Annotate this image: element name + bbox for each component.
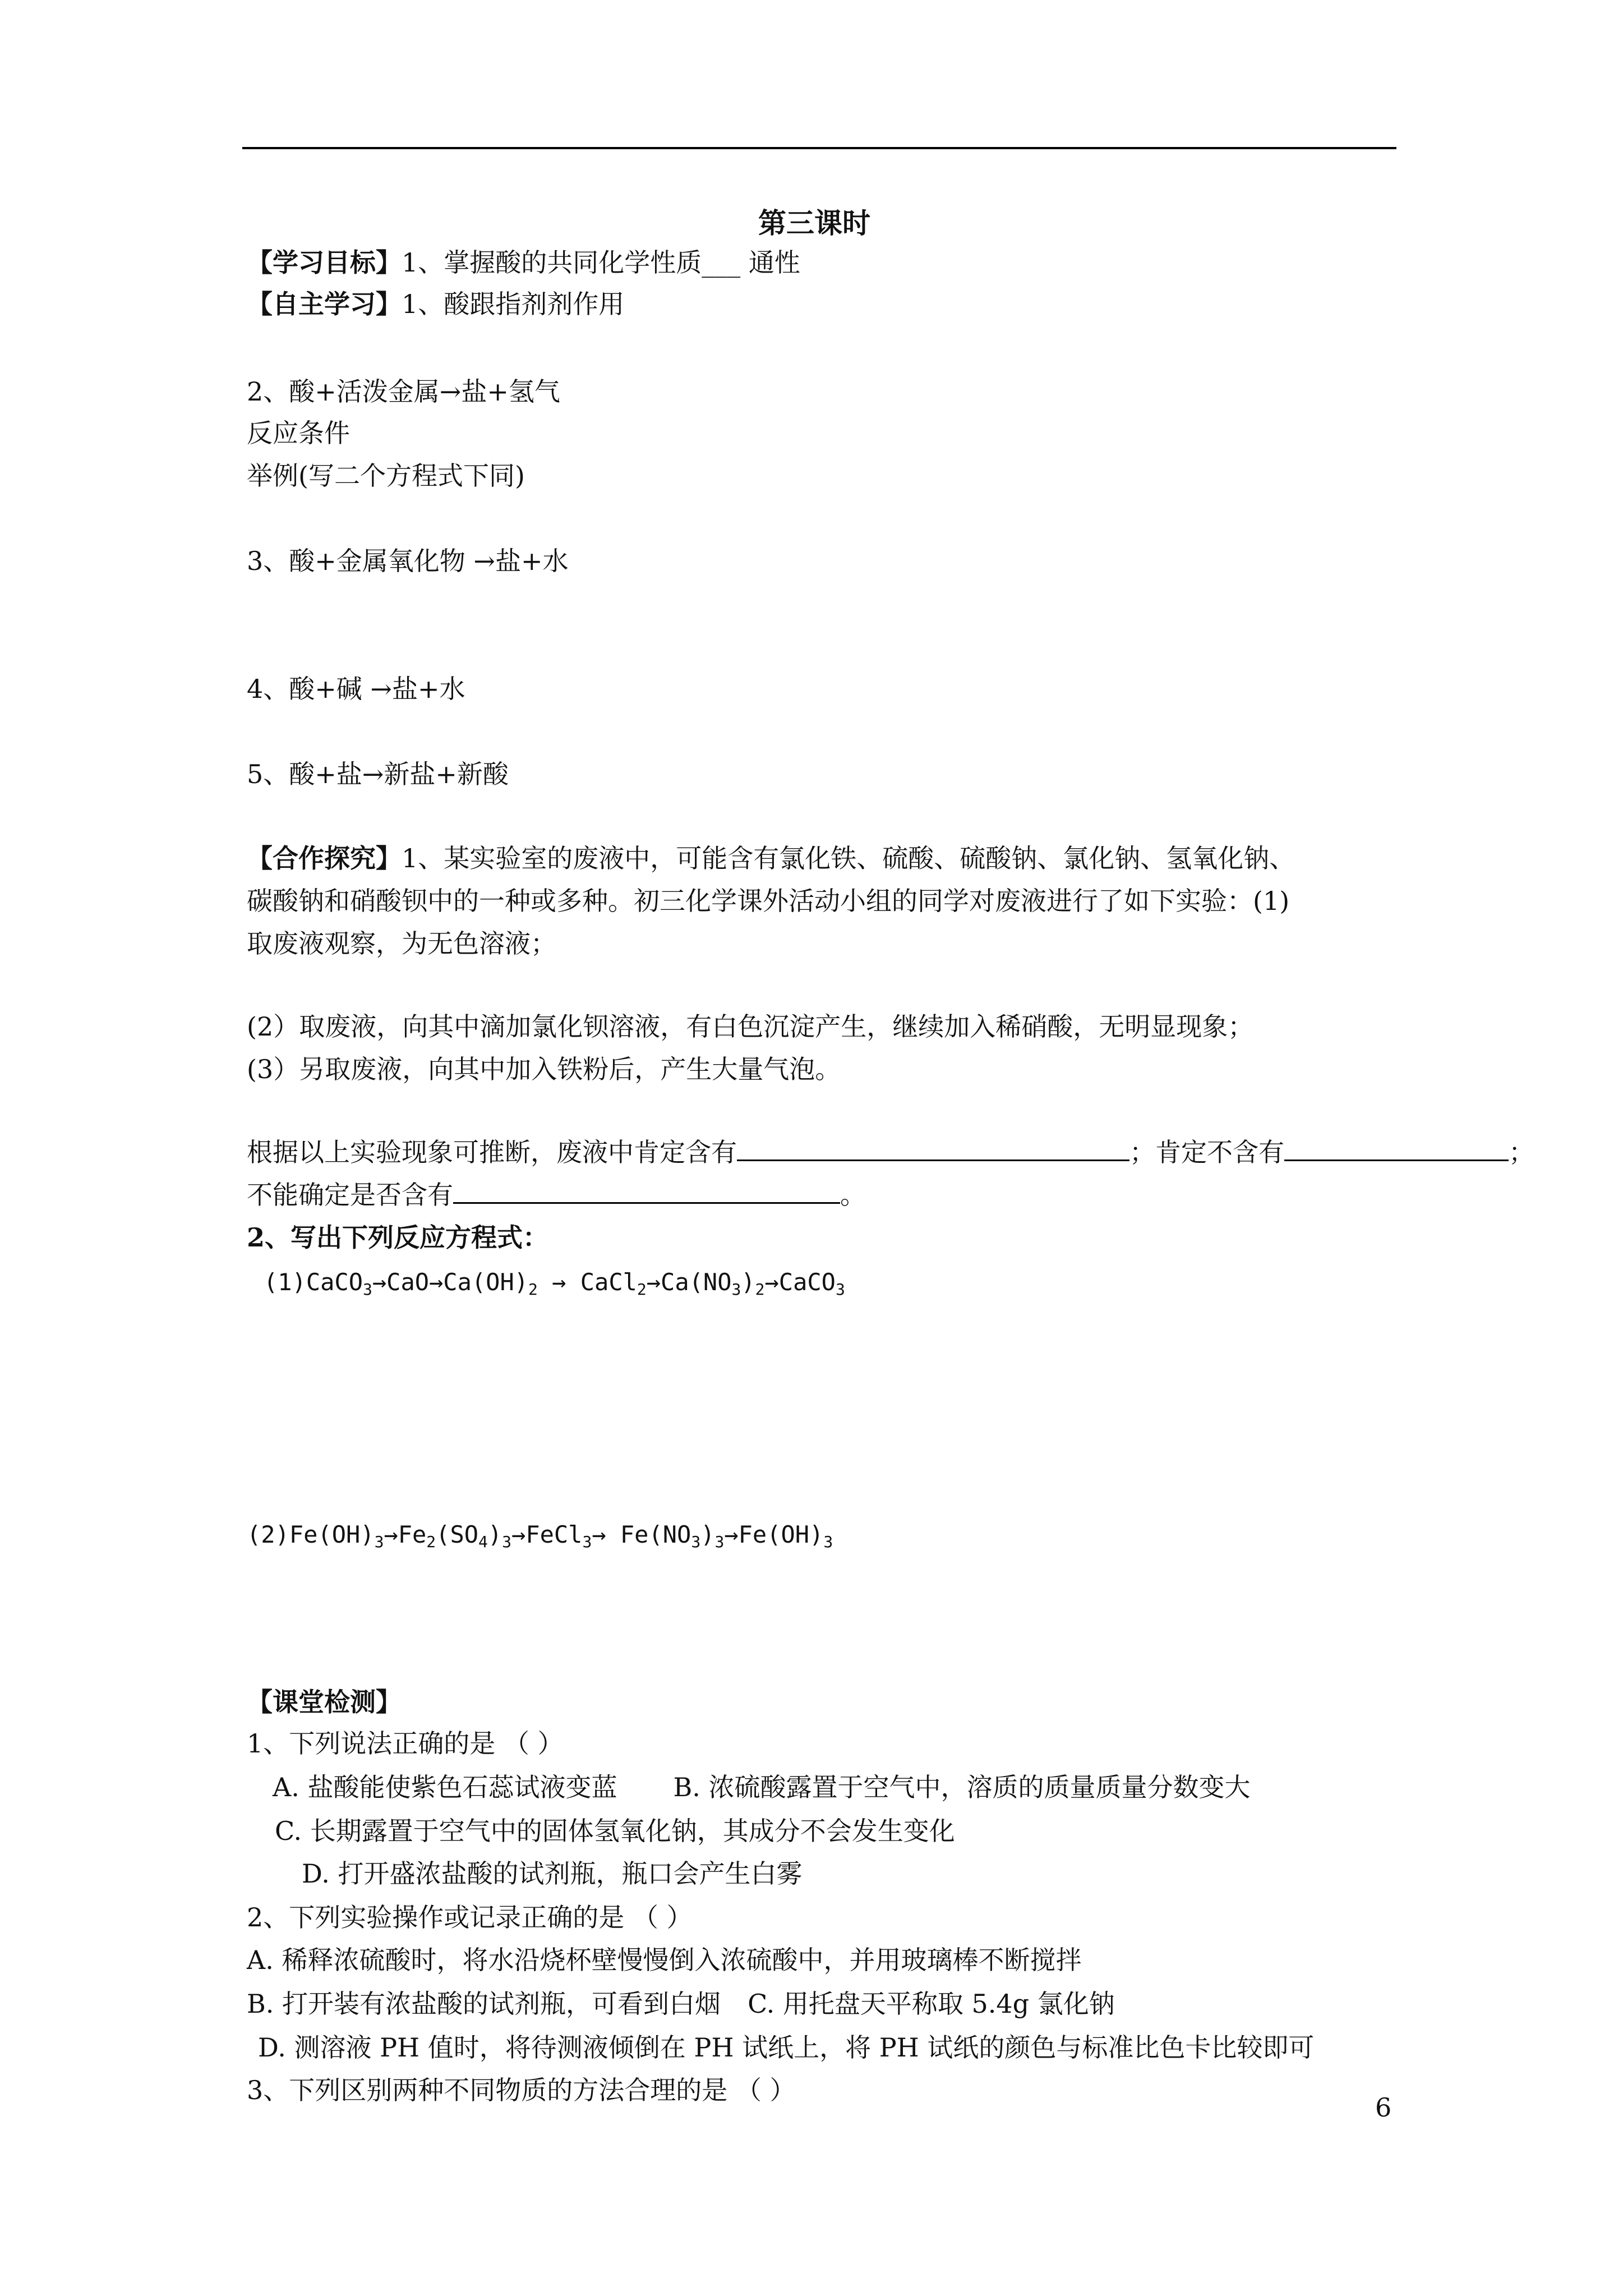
inquiry-line-2: 碳酸钠和硝酸钡中的一种或多种。初三化学课外活动小组的同学对废液进行了如下实验：(1) xyxy=(247,886,1290,916)
inquiry-text-1: 1、某实验室的废液中，可能含有氯化铁、硫酸、硫酸钠、氯化钠、氢氧化钠、 xyxy=(402,843,1295,873)
check-q2-option-b: B. 打开装有浓盐酸的试剂瓶，可看到白烟 xyxy=(247,1989,721,2019)
subscript: 2 xyxy=(755,1280,765,1299)
check-q1-option-b: B. 浓硫酸露置于空气中，溶质的质量质量分数变大 xyxy=(673,1772,1251,1802)
subscript: 3 xyxy=(502,1533,512,1551)
inquiry-line-1 xyxy=(247,841,1295,875)
check-q2-option-d: D. 测溶液 PH 值时，将待测液倾倒在 PH 试纸上，将 PH 试纸的颜色与标准比色卡比较即可 xyxy=(258,2032,1315,2063)
inquiry-step-3: (3）另取废液，向其中加入铁粉后，产生大量气泡。 xyxy=(247,1054,841,1084)
inquiry-label: 【合作探究】 xyxy=(247,843,402,873)
inquiry-line-3: 取废液观察，为无色溶液； xyxy=(247,928,556,959)
answer-blank-not-contains[interactable] xyxy=(1284,1137,1509,1161)
check-q1-options-ab xyxy=(273,1770,1251,1804)
objectives-line xyxy=(247,246,800,279)
self-study-item-1: 1、酸跟指剂剂作用 xyxy=(402,289,625,319)
objectives-blank: ___ xyxy=(702,247,741,278)
inference-contains-text: 根据以上实验现象可推断，废液中肯定含有 xyxy=(247,1137,737,1167)
equation-2-term: →Fe(OH) xyxy=(724,1521,824,1548)
page-number: 6 xyxy=(1375,2092,1392,2123)
subscript: 2 xyxy=(528,1280,538,1299)
objectives-tail: 通性 xyxy=(740,247,800,278)
equation-2-term: ) xyxy=(487,1521,502,1548)
equations-title: 2、写出下列反应方程式： xyxy=(247,1222,549,1253)
subscript: 2 xyxy=(426,1533,436,1551)
subscript: 3 xyxy=(835,1280,845,1299)
check-q1-option-c: C. 长期露置于空气中的固体氢氧化钠，其成分不会发生变化 xyxy=(275,1816,955,1846)
answer-blank-uncertain[interactable] xyxy=(453,1180,840,1204)
equation-1-term: →Ca(NO xyxy=(646,1268,732,1296)
equation-1-term: →CaCO xyxy=(764,1268,836,1296)
equation-1-term: ) xyxy=(741,1268,755,1296)
equation-1-term: CaCO xyxy=(306,1268,363,1296)
self-study-item-2-example: 举例(写二个方程式下同) xyxy=(247,461,525,491)
check-q3: 3、下列区别两种不同物质的方法合理的是 （ ） xyxy=(247,2075,796,2105)
check-q1-option-d: D. 打开盛浓盐酸的试剂瓶，瓶口会产生白雾 xyxy=(302,1858,803,1889)
inference-not-contains-text: ；肯定不含有 xyxy=(1129,1137,1284,1167)
equation-2-term: ) xyxy=(700,1521,715,1548)
self-study-line xyxy=(247,287,624,321)
header-rule xyxy=(242,147,1396,149)
subscript: 3 xyxy=(363,1280,372,1299)
subscript: 3 xyxy=(714,1533,725,1551)
equation-2-term: (SO xyxy=(436,1521,479,1548)
equation-1-term: → CaCl xyxy=(537,1268,637,1296)
self-study-item-2-condition: 反应条件 xyxy=(247,418,350,448)
subscript: 4 xyxy=(478,1533,488,1551)
subscript: 3 xyxy=(731,1280,741,1299)
equation-2 xyxy=(247,1518,833,1552)
self-study-label: 【自主学习】 xyxy=(247,289,402,319)
equation-2-term: Fe(OH) xyxy=(289,1521,375,1548)
page-title: 第三课时 xyxy=(758,206,870,240)
subscript: 3 xyxy=(374,1533,384,1551)
check-q1-option-a: A. 盐酸能使紫色石蕊试液变蓝 xyxy=(273,1772,617,1802)
equation-1-prefix: (1) xyxy=(264,1268,306,1296)
check-q2-option-c: C. 用托盘天平称取 5.4g 氯化钠 xyxy=(748,1989,1115,2019)
equation-2-term: →FeCl xyxy=(511,1521,583,1548)
self-study-item-5: 5、酸+盐→新盐+新酸 xyxy=(247,759,509,789)
check-q2-option-a: A. 稀释浓硫酸时，将水沿烧杯壁慢慢倒入浓硫酸中，并用玻璃棒不断搅拌 xyxy=(247,1945,1082,1975)
inquiry-step-2: (2）取废液，向其中滴加氯化钡溶液，有白色沉淀产生，继续加入稀硝酸，无明显现象； xyxy=(247,1011,1254,1042)
self-study-item-4: 4、酸+碱 →盐+水 xyxy=(247,674,465,704)
check-q1: 1、下列说法正确的是 （ ） xyxy=(247,1728,564,1759)
objectives-label: 【学习目标】 xyxy=(247,247,402,278)
check-q2: 2、下列实验操作或记录正确的是 （ ） xyxy=(247,1902,693,1932)
equation-1 xyxy=(264,1266,845,1299)
objectives-text: 1、掌握酸的共同化学性质 xyxy=(402,247,702,278)
equation-2-term: → Fe(NO xyxy=(592,1521,691,1548)
subscript: 3 xyxy=(582,1533,592,1551)
check-q2-options-bc xyxy=(247,1987,1115,2021)
check-label: 【课堂检测】 xyxy=(247,1687,402,1717)
equation-2-prefix: (2) xyxy=(247,1521,289,1548)
self-study-item-3: 3、酸+金属氧化物 →盐+水 xyxy=(247,546,569,576)
subscript: 3 xyxy=(691,1533,701,1551)
inference-line-2 xyxy=(247,1178,866,1212)
inference-line-2-end: 。 xyxy=(840,1180,866,1210)
subscript: 3 xyxy=(823,1533,833,1551)
answer-blank-contains[interactable] xyxy=(737,1137,1129,1161)
self-study-item-2: 2、酸+活泼金属→盐+氢气 xyxy=(247,376,560,407)
equation-1-term: →CaO→Ca(OH) xyxy=(372,1268,529,1296)
inference-line-1-end: ； xyxy=(1509,1137,1534,1167)
equation-2-term: →Fe xyxy=(384,1521,427,1548)
subscript: 2 xyxy=(637,1280,647,1299)
inference-uncertain-text: 不能确定是否含有 xyxy=(247,1180,453,1210)
inference-line-1 xyxy=(247,1135,1534,1169)
